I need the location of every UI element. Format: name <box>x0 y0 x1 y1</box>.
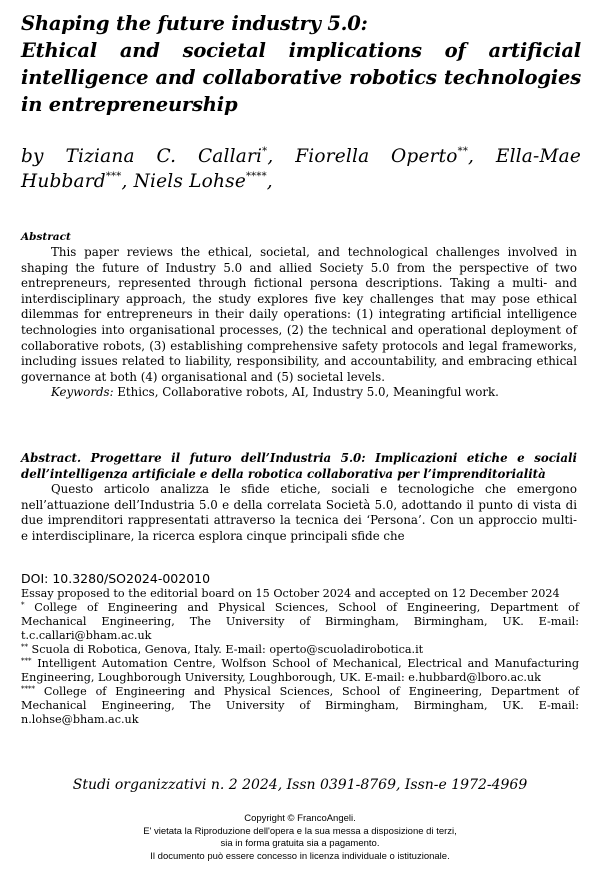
footnote-text: Scuola di Robotica, Genova, Italy. E-mail: operto@scuoladirobotica.it <box>28 643 424 656</box>
keywords <box>21 385 577 401</box>
footnote-text: Intelligent Automation Centre, Wolfson School of Mechanical, Electrical and Manufacturing Engineering, Loughborough University, Loughborough, UK. E-mail: e.hubbard@lboro.ac.uk <box>21 657 579 684</box>
title-line: Ethical and societal implications of artificial <box>21 39 581 62</box>
copyright-line: Copyright © FrancoAngeli. <box>244 813 356 824</box>
footnote-mark: * <box>21 601 25 609</box>
keywords-list: Ethics, Collaborative robots, AI, Industry 5.0, Meaningful work. <box>113 385 499 400</box>
author-name: Tiziana C. Callari <box>65 146 263 167</box>
author-mark: * <box>262 146 268 157</box>
italian-abstract-title: Abstract. Progettare il futuro dell’Industria 5.0: Implicazioni etiche e sociali dell’intelligenza artificiale e della robotica collaborativa per l’imprenditorialità <box>21 451 577 481</box>
title-line: Shaping the future industry 5.0: <box>21 12 368 35</box>
title-line: in entrepreneurship <box>21 93 238 116</box>
footnotes <box>21 587 579 727</box>
author-separator: , <box>121 171 134 192</box>
doi: DOI: 10.3280/SO2024-002010 <box>21 571 211 586</box>
abstract-text: This paper reviews the ethical, societal, and technological challenges involved in shaping the future of Industry 5.0 and allied Society 5.0 from the perspective of two entrepreneurs, represented through fictional persona descriptions. Taking a multi- and interdisciplinary approach, the study explores five key challenges that may pose ethical dilemmas for entrepreneurs in their daily operations: (1) integrating artificial intelligence technologies into organisational processes, (2) the technical and operational deployment of collaborative robots, (3) establishing comprehensive safety protocols and legal frameworks, including issues related to liability, responsibility, and accountability, and embracing ethical governance at both (4) organisational and (5) societal levels. <box>21 245 577 384</box>
italian-abstract-body-wrap <box>21 482 577 544</box>
author-mark: ** <box>457 146 469 157</box>
author-list <box>21 144 581 194</box>
italian-abstract <box>21 451 577 545</box>
paper-title <box>21 10 581 118</box>
author-mark: *** <box>105 171 122 182</box>
author-separator: , <box>266 171 273 192</box>
italian-abstract-text: Questo articolo analizza le sfide etiche, sociali e tecnologiche che emergono nell’attuazione dell’Industria 5.0 e della correlata Società 5.0, adottando il punto di vista di due imprenditori rappresentati attraverso la tecnica dei ‘Persona’. Con un approccio multi- e interdisciplinare, la ricerca esplora cinque principali sfide che <box>21 482 577 543</box>
author-name: Fiorella Operto <box>295 146 458 167</box>
footnote <box>21 657 579 685</box>
footnote <box>21 643 579 657</box>
footnote <box>21 601 579 643</box>
abstract-heading: Abstract <box>21 231 71 243</box>
author-name: Niels Lohse <box>133 171 246 192</box>
copyright-line: sia in forma gratuita sia a pagamento. <box>220 838 380 849</box>
footnote-text: College of Engineering and Physical Sciences, School of Engineering, Department of Mechanical Engineering, The University of Birmingham, Birmingham, UK. E-mail: t.c.callari@bham.ac.uk <box>21 601 579 642</box>
author-separator: , <box>468 146 496 167</box>
title-line: intelligence and collaborative robotics technologies <box>21 66 581 89</box>
keywords-label: Keywords: <box>51 385 114 400</box>
author-prefix: by <box>21 146 44 167</box>
copyright-line: Il documento può essere concesso in licenza individuale o istituzionale. <box>150 850 450 862</box>
copyright-line: E' vietata la Riproduzione dell'opera e la sua messa a disposizione di terzi, <box>143 825 457 837</box>
received-note: Essay proposed to the editorial board on 15 October 2024 and accepted on 12 December 2024 <box>21 587 560 600</box>
abstract-section <box>21 245 577 401</box>
author-mark: **** <box>245 171 267 182</box>
journal-info: Studi organizzativi n. 2 2024, Issn 0391-8769, Issn-e 1972-4969 <box>72 777 528 793</box>
footnote-mark: *** <box>21 657 32 665</box>
author-name: Hubbard <box>21 171 106 192</box>
footnote-text: College of Engineering and Physical Sciences, School of Engineering, Department of Mechanical Engineering, The University of Birmingham, Birmingham, UK. E-mail: n.lohse@bham.ac.uk <box>21 685 579 726</box>
copyright-notice <box>0 813 600 863</box>
footnote <box>21 685 579 727</box>
footnote-mark: **** <box>21 685 35 693</box>
footnote-mark: ** <box>21 643 28 651</box>
author-name: Ella-Mae <box>495 146 581 167</box>
author-separator: , <box>267 146 296 167</box>
